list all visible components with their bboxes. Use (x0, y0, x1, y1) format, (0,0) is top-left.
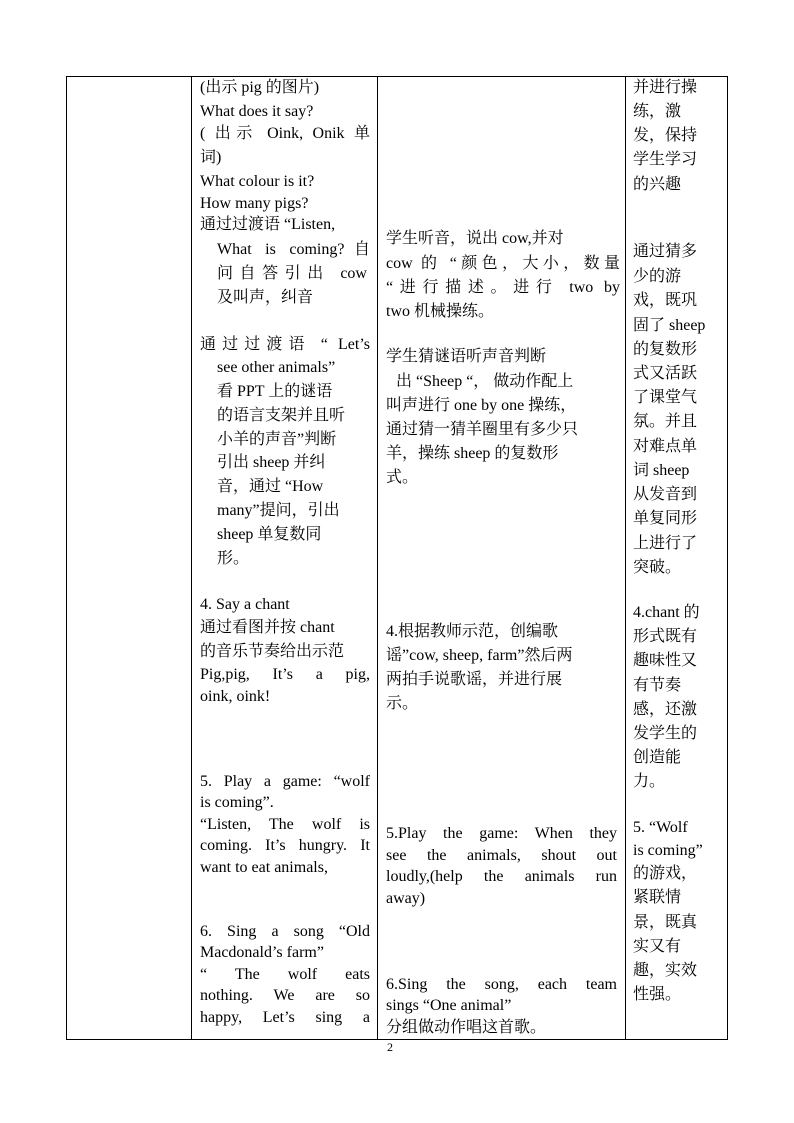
student-line: 通过猜一猜羊圈里有多少只 (386, 421, 579, 438)
intent-line: 创造能 (633, 749, 682, 766)
intent-line: 形式既有 (633, 628, 698, 645)
student-line: away) (386, 890, 426, 907)
teacher-line: 及叫声，纠音 (217, 289, 314, 306)
student-line: 羊，操练 sheep 的复数形 (386, 445, 559, 462)
intent-line: 的游戏， (633, 865, 698, 882)
intent-line: 有节奏 (633, 677, 682, 694)
intent-line: 上进行了 (633, 535, 698, 552)
teacher-line: 看 PPT 上的谜语 (217, 383, 333, 400)
student-line: 两拍手说歌谣，并进行展 (386, 671, 563, 688)
intent-line: 实又有 (633, 938, 682, 955)
intent-line: 单复同形 (633, 510, 698, 527)
intent-line: 通过猜多 (633, 243, 698, 260)
intent-line: 固了 sheep (633, 317, 706, 334)
intent-line: 5. “Wolf (633, 819, 688, 836)
teacher-line: 问自答引出 cow (217, 265, 367, 282)
teacher-line: Pig,pig, It’s a pig, (200, 666, 370, 683)
intent-line: 了课堂气 (633, 389, 698, 406)
student-line: 叫声进行 one by one 操练， (386, 397, 577, 414)
teacher-line: 形。 (217, 550, 250, 567)
intent-line: is coming” (633, 842, 703, 859)
intent-line: 对难点单 (633, 438, 698, 455)
student-line: 分组做动作唱这首歌。 (386, 1019, 547, 1036)
student-line: 4.根据教师示范，创编歌 (386, 623, 559, 640)
intent-line: 的兴趣 (633, 176, 682, 193)
page-number: 2 (387, 1040, 393, 1054)
teacher-line: Macdonald’s farm” (200, 944, 324, 961)
intent-line: 学生学习 (633, 151, 698, 168)
teacher-line: 6. Sing a song “Old (200, 923, 370, 940)
teacher-line: “ The wolf eats (200, 966, 370, 983)
teacher-line: oink, oink! (200, 688, 271, 705)
student-line: 出 “Sheep “， 做动作配上 (396, 373, 574, 390)
intent-line: 的复数形 (633, 341, 698, 358)
teacher-line: 通过过渡语 “ Let’s (200, 336, 370, 353)
intent-line: 少的游 (633, 268, 682, 285)
intent-line: 紧联情 (633, 889, 682, 906)
teacher-line: What does it say? (200, 103, 314, 120)
intent-line: 性强。 (633, 986, 682, 1003)
intent-line: 词 sheep (633, 462, 690, 479)
intent-line: 氛。并且 (633, 413, 698, 430)
teacher-line: (出示 pig 的图片) (200, 79, 320, 96)
intent-line: 练，激 (633, 103, 682, 120)
student-line: 谣”cow, sheep, farm”然后两 (386, 647, 573, 664)
teacher-line: ( 出示 Oink, Onik 单 (200, 125, 370, 142)
teacher-line: 引出 sheep 并纠 (217, 454, 326, 471)
student-line: 示。 (386, 695, 419, 712)
teacher-line: What is coming?自 (217, 241, 370, 258)
student-line: 5.Play the game: When they (386, 825, 617, 842)
intent-line: 趣，实效 (633, 962, 698, 979)
intent-line: 突破。 (633, 559, 682, 576)
intent-line: 并进行操 (633, 79, 698, 96)
intent-line: 趣味性又 (633, 652, 698, 669)
teacher-line: is coming”. (200, 794, 274, 811)
teacher-line: nothing. We are so (200, 987, 370, 1004)
student-line: loudly,(help the animals run (386, 868, 617, 885)
intent-line: 戏，既巩 (633, 292, 698, 309)
teacher-line: How many pigs? (200, 195, 309, 212)
teacher-line: 4. Say a chant (200, 596, 290, 613)
student-line: 学生猜谜语听声音判断 (386, 348, 547, 365)
teacher-line: 小羊的声音”判断 (217, 431, 337, 448)
student-line: cow 的 “颜色，大小，数量 (386, 255, 620, 272)
teacher-line: 词) (200, 149, 222, 166)
teacher-line: 通过过渡语 “Listen, (200, 216, 336, 233)
teacher-line: see other animals” (217, 359, 336, 376)
teacher-line: happy, Let’s sing a (200, 1009, 370, 1026)
teacher-line: coming. It’s hungry. It (200, 837, 370, 854)
teacher-line: 通过看图并按 chant (200, 619, 335, 636)
intent-line: 从发音到 (633, 486, 698, 503)
teacher-line: What colour is it? (200, 173, 315, 190)
intent-line: 4.chant 的 (633, 604, 700, 621)
student-line: two 机械操练。 (386, 303, 495, 320)
teacher-line: sheep 单复数同 (217, 526, 322, 543)
intent-line: 式又活跃 (633, 365, 698, 382)
teacher-line: 的音乐节奏给出示范 (200, 643, 345, 660)
teacher-line: “Listen, The wolf is (200, 816, 370, 833)
teacher-line: 5. Play a game: “wolf (200, 773, 370, 790)
intent-line: 景，既真 (633, 914, 698, 931)
teacher-line: want to eat animals, (200, 859, 328, 876)
intent-line: 力。 (633, 773, 666, 790)
teacher-line: many”提问，引出 (217, 502, 340, 519)
teacher-line: 的语言支架并且听 (217, 407, 346, 424)
student-line: 6.Sing the song, each team (386, 976, 617, 993)
student-line: see the animals, shout out (386, 847, 617, 864)
student-line: 学生听音，说出 cow,并对 (386, 230, 564, 247)
student-line: sings “One animal” (386, 997, 512, 1014)
intent-line: 感，还激 (633, 701, 698, 718)
student-line: “进行描述。进行 two by (386, 279, 620, 296)
student-line: 式。 (386, 469, 419, 486)
intent-line: 发，保持 (633, 127, 698, 144)
teacher-line: 音，通过 “How (217, 478, 324, 495)
intent-line: 发学生的 (633, 725, 698, 742)
